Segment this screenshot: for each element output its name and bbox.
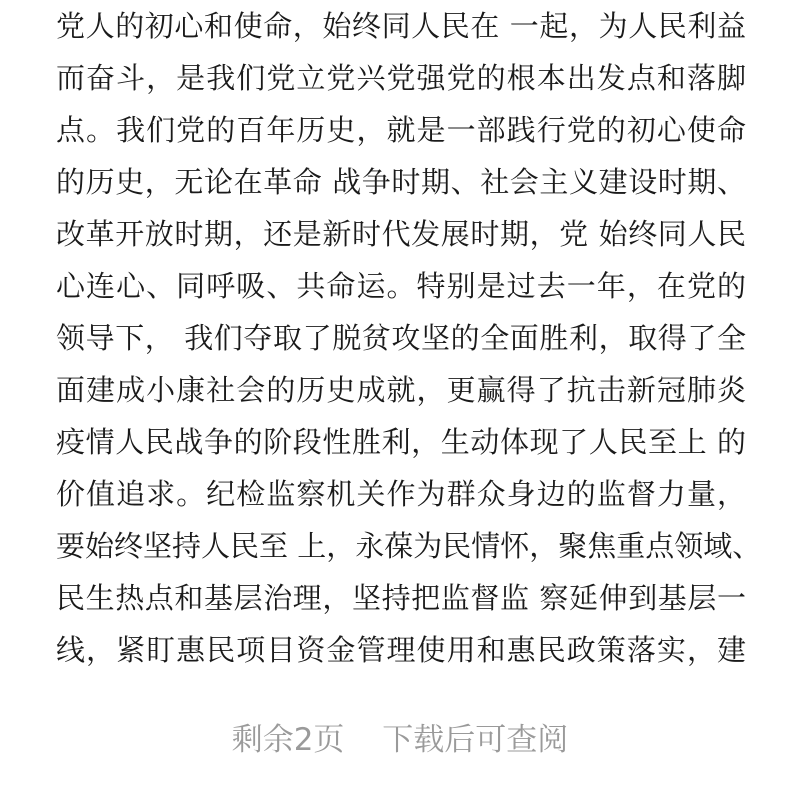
download-prompt-label: 下载后可查阅 — [382, 722, 569, 758]
document-line: 领导下， 我们夺取了脱贫攻坚的全面胜利，取得了全 — [56, 321, 746, 355]
remaining-pages-label: 剩余2页 — [231, 722, 345, 758]
document-line: 疫情人民战争的阶段性胜利，生动体现了人民至上 的 — [56, 425, 746, 459]
document-line: 改革开放时期，还是新时代发展时期，党 始终同人民 — [56, 217, 746, 251]
document-line: 的历史，无论在革命 战争时期、社会主义建设时期、 — [56, 165, 746, 199]
document-line: 党人的初心和使命，始终同人民在 一起，为人民利益 — [56, 9, 746, 43]
document-line: 而奋斗，是我们党立党兴党强党的根本出发点和落脚 — [56, 61, 746, 95]
document-line: 民生热点和基层治理，坚持把监督监 察延伸到基层一 — [56, 581, 746, 615]
download-prompt-button[interactable] — [0, 712, 800, 768]
document-line: 价值追求。纪检监察机关作为群众身边的监督力量， — [56, 477, 746, 511]
document-line: 面建成小康社会的历史成就，更赢得了抗击新冠肺炎 — [56, 373, 746, 407]
document-line: 心连心、同呼吸、共命运。特别是过去一年，在党的 — [56, 269, 746, 303]
document-line: 要始终坚持人民至 上，永葆为民情怀，聚焦重点领域、 — [56, 529, 762, 563]
document-line: 线，紧盯惠民项目资金管理使用和惠民政策落实，建 — [56, 633, 746, 667]
document-line: 点。我们党的百年历史，就是一部践行党的初心使命 — [56, 113, 746, 147]
